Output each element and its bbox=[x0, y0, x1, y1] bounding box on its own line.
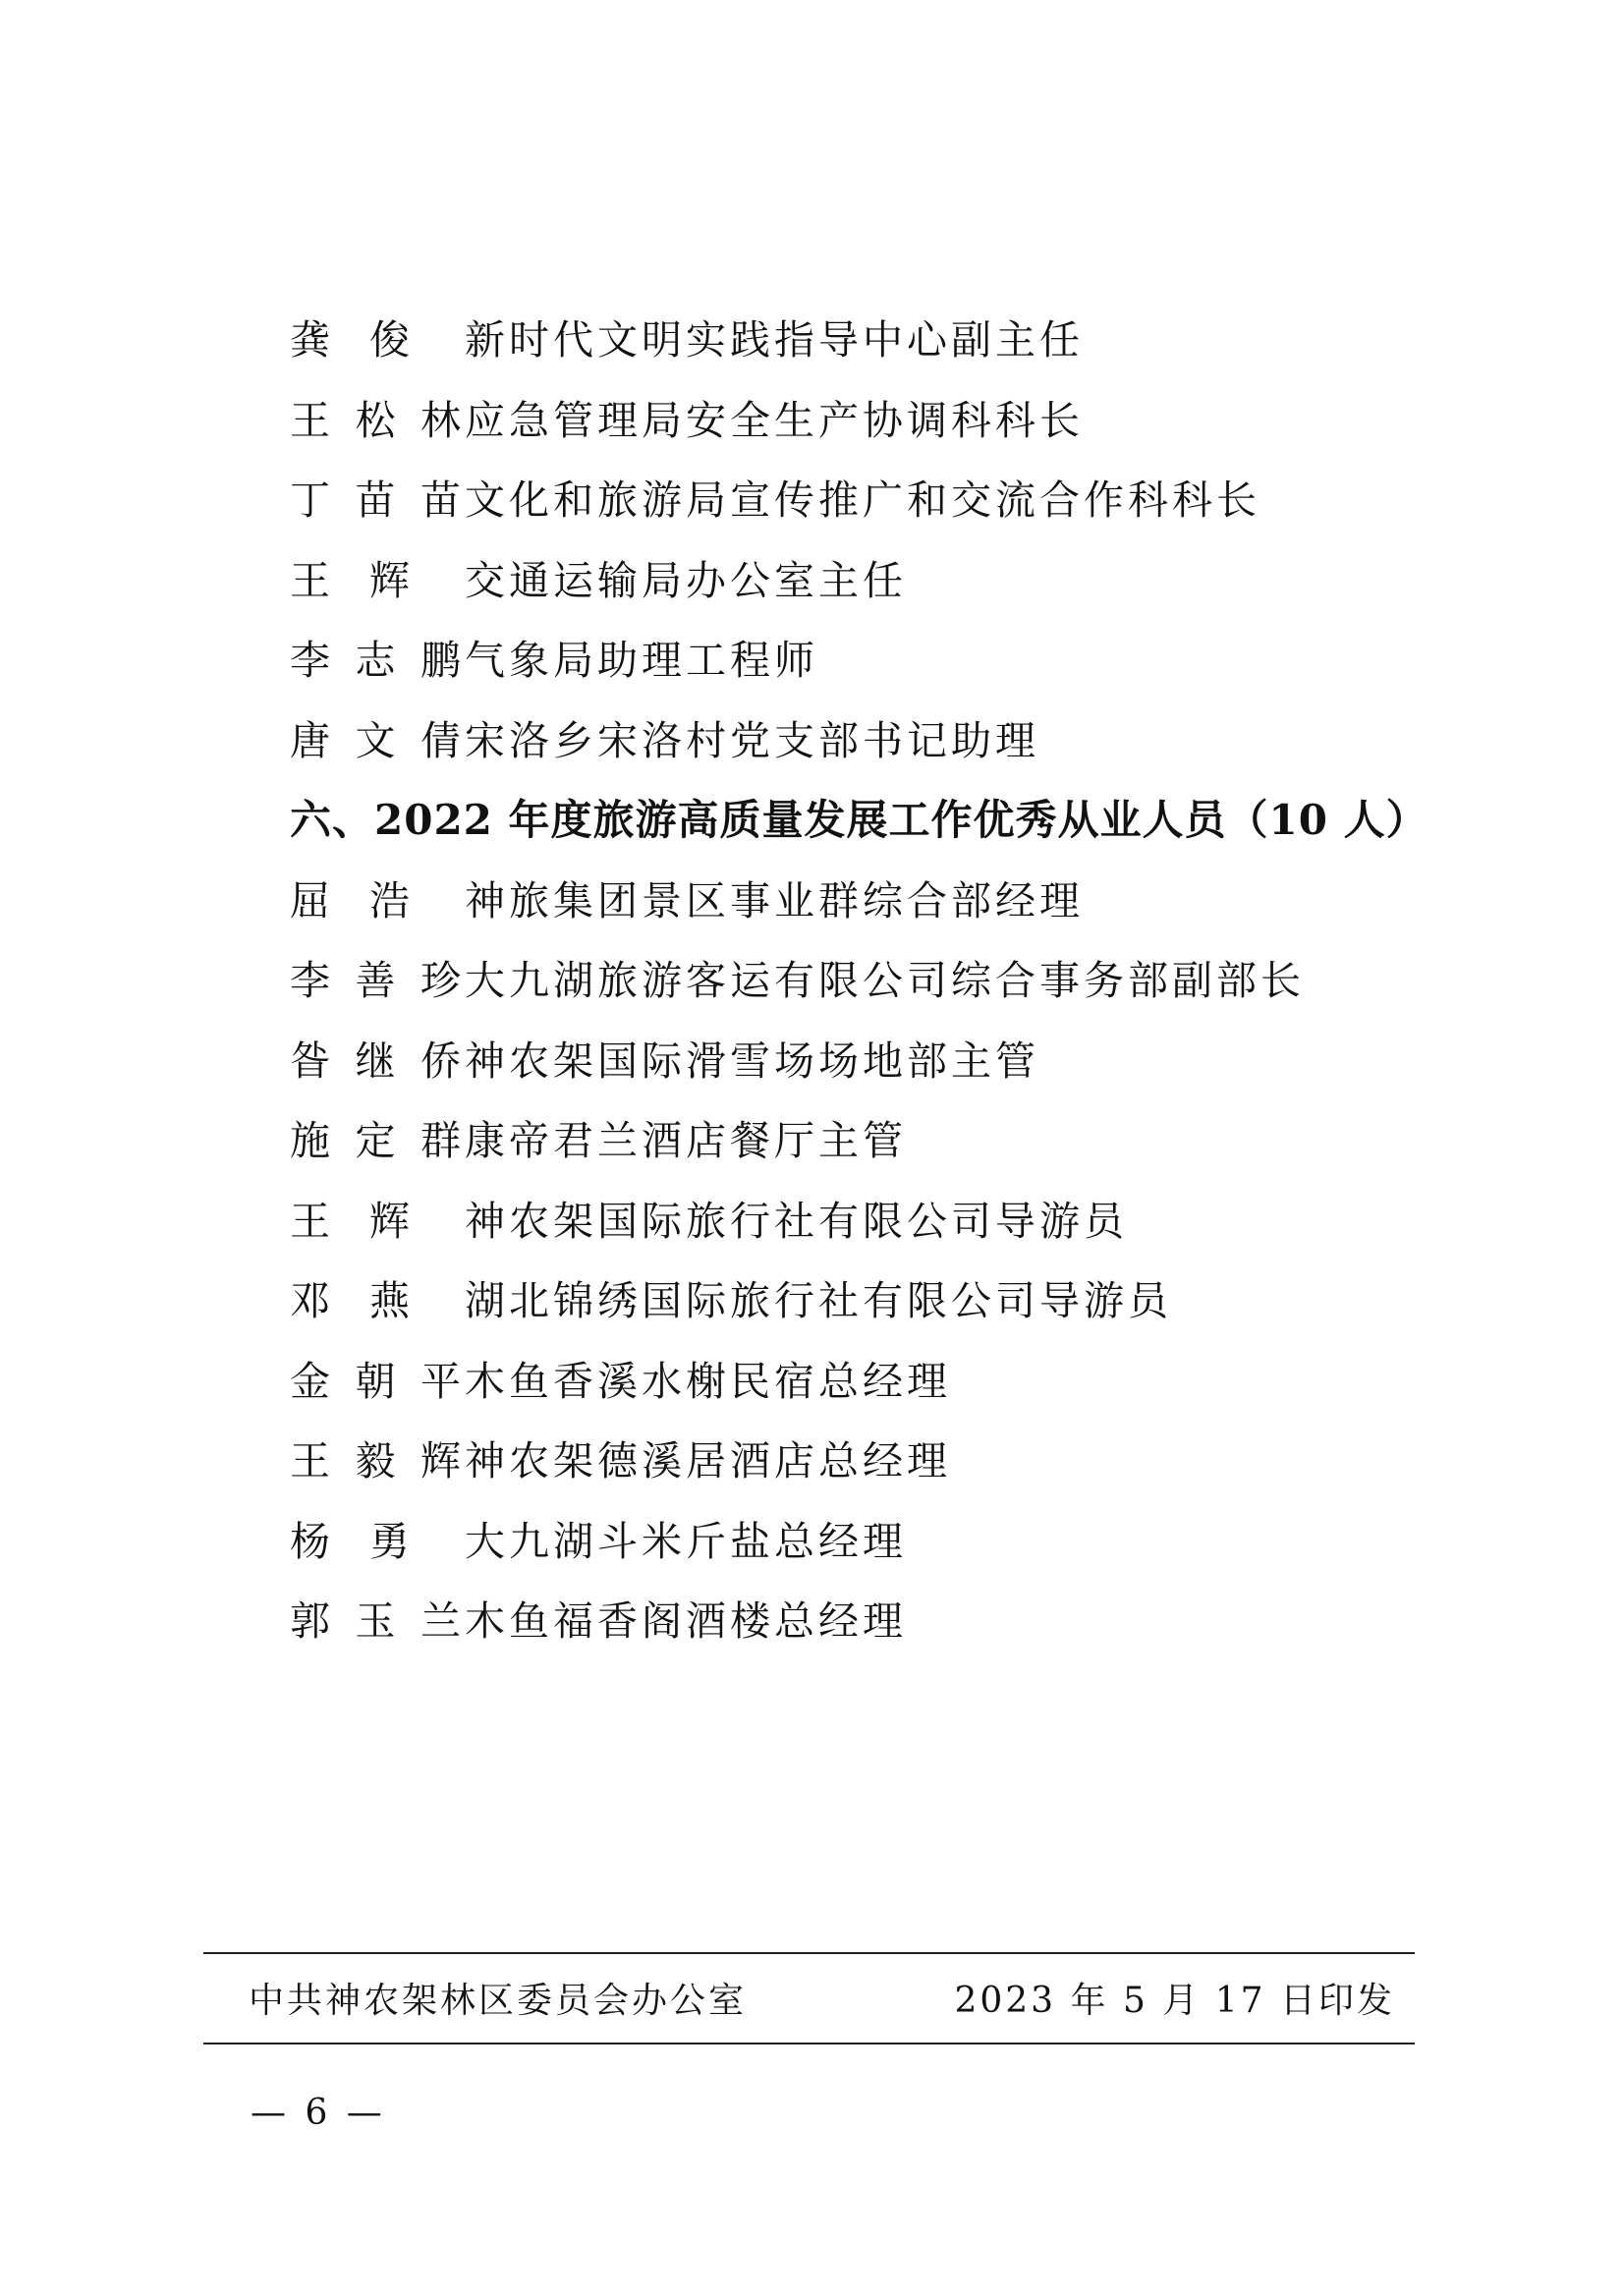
name-char: 金 bbox=[290, 1357, 334, 1405]
person-title: 气象局助理工程师 bbox=[465, 637, 818, 685]
list-item bbox=[290, 297, 1410, 377]
name-char: 王 bbox=[290, 1437, 334, 1485]
name-char: 侨 bbox=[420, 1036, 465, 1085]
name-char: 唐 bbox=[290, 716, 334, 764]
name-char: 毅 bbox=[355, 1437, 400, 1485]
list-item bbox=[290, 1178, 1410, 1259]
name-char: 李 bbox=[290, 957, 334, 1005]
list-item bbox=[290, 457, 1410, 537]
personnel-group-before bbox=[290, 297, 1410, 777]
name-char: 苗 bbox=[420, 476, 465, 525]
name-char: 朝 bbox=[355, 1357, 400, 1405]
person-title: 神农架国际旅行社有限公司导游员 bbox=[465, 1197, 1128, 1245]
name-char: 文 bbox=[355, 716, 400, 764]
person-title: 交通运输局办公室主任 bbox=[465, 556, 907, 604]
name-char: 龚 bbox=[290, 316, 334, 364]
list-item bbox=[290, 1418, 1410, 1498]
name-char: 玉 bbox=[355, 1597, 400, 1646]
person-name bbox=[290, 1189, 465, 1247]
list-item bbox=[290, 937, 1410, 1018]
name-char: 浩 bbox=[369, 876, 414, 924]
footer-top-rule bbox=[203, 1952, 1415, 1954]
person-title: 木鱼香溪水榭民宿总经理 bbox=[465, 1357, 951, 1405]
person-name bbox=[290, 628, 465, 686]
name-char: 善 bbox=[355, 957, 400, 1005]
list-item bbox=[290, 1498, 1410, 1579]
name-char: 林 bbox=[420, 396, 465, 444]
name-char: 群 bbox=[420, 1117, 465, 1165]
name-char: 李 bbox=[290, 637, 334, 685]
name-char: 郭 bbox=[290, 1597, 334, 1646]
name-char: 定 bbox=[355, 1117, 400, 1165]
page-number: — 6 — bbox=[251, 2093, 386, 2133]
personnel-group-after bbox=[290, 858, 1410, 1658]
person-title: 大九湖旅游客运有限公司综合事务部副部长 bbox=[465, 957, 1305, 1005]
person-title: 应急管理局安全生产协调科科长 bbox=[465, 396, 1084, 444]
name-char: 燕 bbox=[369, 1277, 414, 1325]
person-title: 新时代文明实践指导中心副主任 bbox=[465, 316, 1084, 364]
person-name bbox=[290, 1029, 465, 1087]
name-char: 王 bbox=[290, 556, 334, 604]
list-item bbox=[290, 698, 1410, 778]
person-title: 木鱼福香阁酒楼总经理 bbox=[465, 1597, 907, 1646]
list-item bbox=[290, 1338, 1410, 1419]
list-item bbox=[290, 377, 1410, 458]
name-char: 志 bbox=[355, 637, 400, 685]
section-heading: 六、2022 年度旅游高质量发展工作优秀从业人员（10 人） bbox=[290, 795, 1428, 844]
personnel-list bbox=[290, 297, 1428, 1658]
person-name bbox=[290, 1428, 465, 1486]
name-char: 松 bbox=[355, 396, 400, 444]
name-char: 辉 bbox=[369, 556, 414, 604]
person-title: 文化和旅游局宣传推广和交流合作科科长 bbox=[465, 476, 1260, 525]
list-item bbox=[290, 1097, 1410, 1178]
list-item bbox=[290, 858, 1410, 938]
name-char: 丁 bbox=[290, 476, 334, 525]
footer-issuer: 中共神农架林区委员会办公室 bbox=[249, 1981, 748, 2021]
person-title: 宋洛乡宋洛村党支部书记助理 bbox=[465, 716, 1039, 764]
list-item bbox=[290, 1258, 1410, 1338]
person-name bbox=[290, 388, 465, 446]
person-name bbox=[290, 308, 465, 365]
person-name bbox=[290, 1509, 465, 1567]
name-char: 辉 bbox=[369, 1197, 414, 1245]
person-name bbox=[290, 548, 465, 606]
name-char: 兰 bbox=[420, 1597, 465, 1646]
person-name bbox=[290, 1589, 465, 1647]
person-title: 大九湖斗米斤盐总经理 bbox=[465, 1517, 907, 1565]
footer-bottom-rule bbox=[203, 2043, 1415, 2044]
name-char: 继 bbox=[355, 1036, 400, 1085]
person-name bbox=[290, 1349, 465, 1407]
person-name bbox=[290, 948, 465, 1006]
name-char: 勇 bbox=[369, 1517, 414, 1565]
list-item bbox=[290, 1018, 1410, 1098]
person-title: 神农架德溪居酒店总经理 bbox=[465, 1437, 951, 1485]
name-char: 杨 bbox=[290, 1517, 334, 1565]
footer-date: 2023 年 5 月 17 日印发 bbox=[954, 1981, 1395, 2021]
name-char: 俊 bbox=[369, 316, 414, 364]
name-char: 辉 bbox=[420, 1437, 465, 1485]
name-char: 倩 bbox=[420, 716, 465, 764]
name-char: 昝 bbox=[290, 1036, 334, 1085]
name-char: 屈 bbox=[290, 876, 334, 924]
name-char: 鹏 bbox=[420, 637, 465, 685]
person-name bbox=[290, 1108, 465, 1166]
list-item bbox=[290, 537, 1410, 618]
name-char: 王 bbox=[290, 396, 334, 444]
person-name bbox=[290, 868, 465, 926]
list-item bbox=[290, 617, 1410, 698]
list-item bbox=[290, 1578, 1410, 1658]
person-title: 神农架国际滑雪场场地部主管 bbox=[465, 1036, 1039, 1085]
person-title: 神旅集团景区事业群综合部经理 bbox=[465, 876, 1084, 924]
name-char: 珍 bbox=[420, 957, 465, 1005]
person-title: 湖北锦绣国际旅行社有限公司导游员 bbox=[465, 1277, 1172, 1325]
person-title: 康帝君兰酒店餐厅主管 bbox=[465, 1117, 907, 1165]
name-char: 邓 bbox=[290, 1277, 334, 1325]
name-char: 平 bbox=[420, 1357, 465, 1405]
person-name bbox=[290, 1268, 465, 1326]
name-char: 王 bbox=[290, 1197, 334, 1245]
person-name bbox=[290, 468, 465, 526]
person-name bbox=[290, 708, 465, 766]
name-char: 苗 bbox=[355, 476, 400, 525]
name-char: 施 bbox=[290, 1117, 334, 1165]
